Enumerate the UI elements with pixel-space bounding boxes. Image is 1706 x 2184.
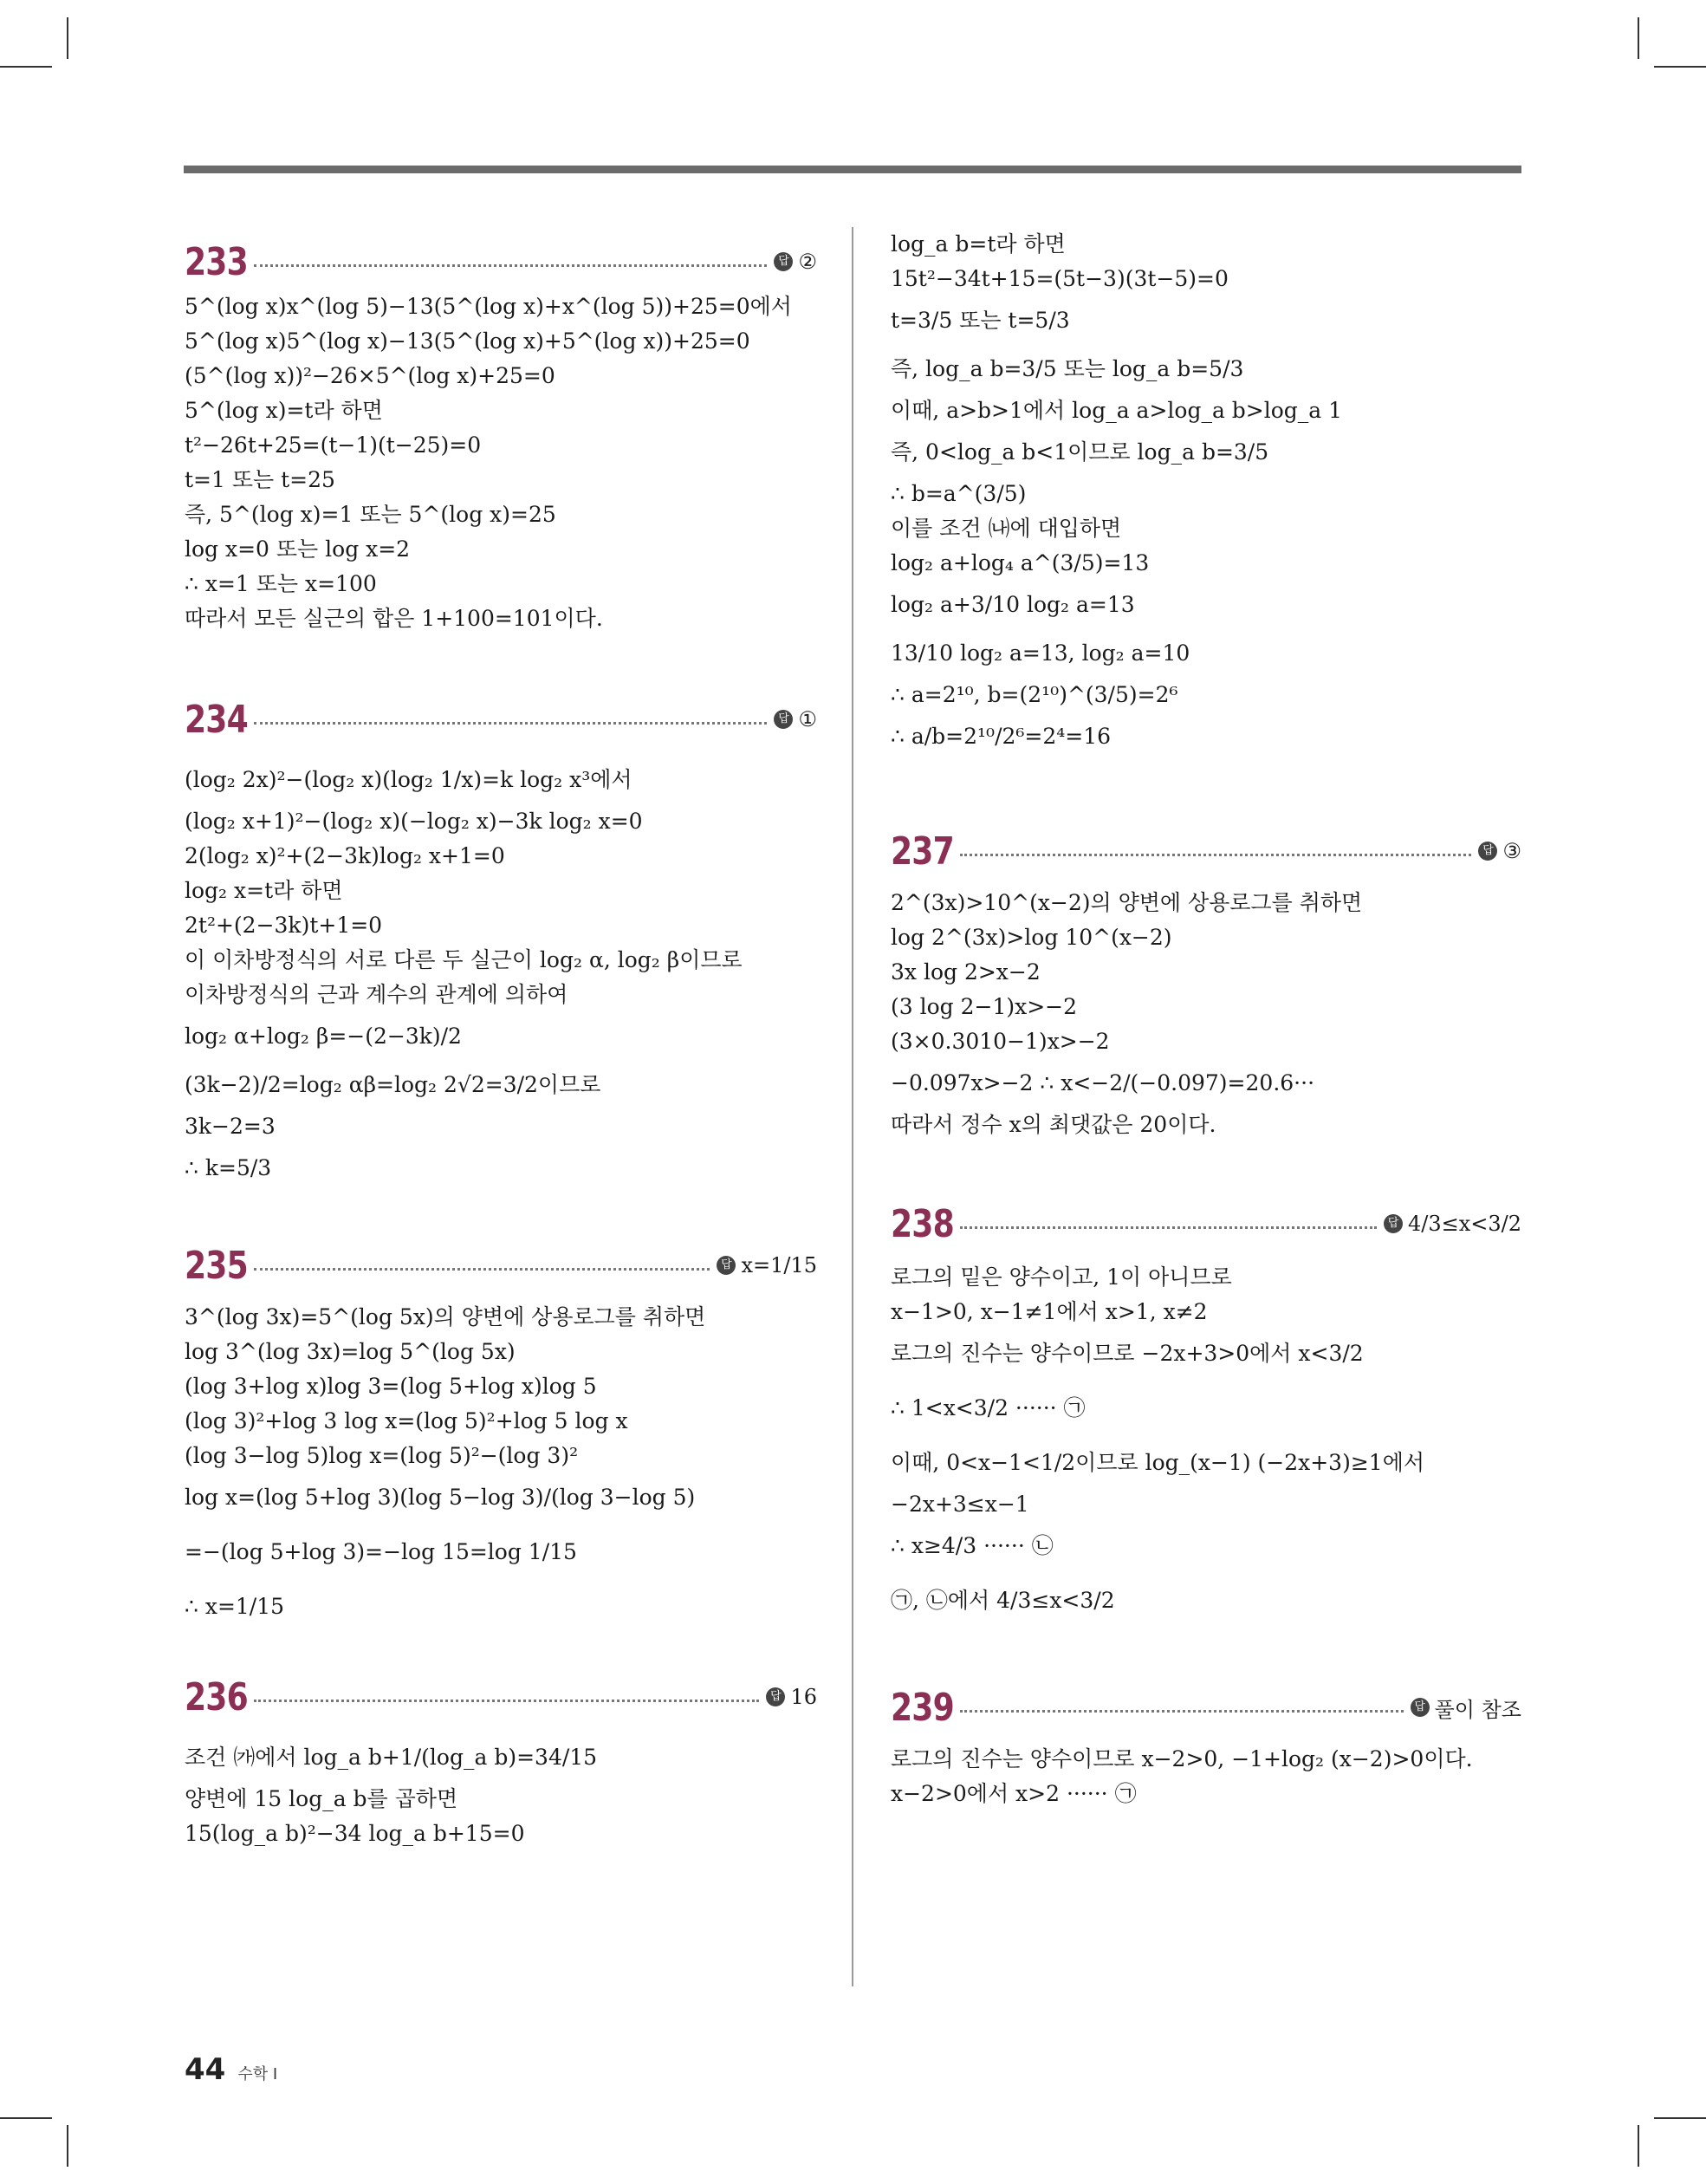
solution-line: t²−26t+25=(t−1)(t−25)=0 bbox=[185, 432, 482, 458]
answer-mark-icon: 답 bbox=[774, 252, 793, 271]
leader-dots bbox=[960, 1710, 1404, 1713]
crop-mark bbox=[0, 2117, 52, 2119]
problem-237-solution bbox=[891, 886, 1521, 1142]
solution-line: x−2>0에서 x>2 ······ ㉠ bbox=[891, 1781, 1137, 1806]
solution-line: (log 3)²+log 3 log x=(log 5)²+log 5 log x bbox=[185, 1408, 628, 1433]
solution-line: 5^(log x)5^(log x)−13(5^(log x)+5^(log x))+25=0 bbox=[185, 328, 750, 354]
header-rule bbox=[184, 166, 1521, 173]
answer-mark-icon: 답 bbox=[1411, 1698, 1430, 1717]
solution-line: ∴ a=2¹⁰, b=(2¹⁰)^(3/5)=2⁶ bbox=[891, 682, 1178, 707]
solution-line: log₂ a+log₄ a^(3/5)=13 bbox=[891, 550, 1150, 575]
solution-line: log_a b=t라 하면 bbox=[891, 231, 1066, 257]
answer-value: 16 bbox=[790, 1685, 817, 1709]
leader-dots bbox=[960, 854, 1471, 856]
leader-dots bbox=[254, 1268, 710, 1271]
problem-number: 235 bbox=[185, 1243, 248, 1288]
solution-line: −2x+3≤x−1 bbox=[891, 1492, 1029, 1517]
problem-233-header bbox=[185, 234, 817, 289]
solution-line: log₂ a+3/10 log₂ a=13 bbox=[891, 592, 1135, 617]
crop-mark bbox=[67, 2125, 68, 2167]
solution-line: ∴ a/b=2¹⁰/2⁶=2⁴=16 bbox=[891, 724, 1112, 749]
solution-line: log 3^(log 3x)=log 5^(log 5x) bbox=[185, 1339, 516, 1364]
answer-mark-icon: 답 bbox=[774, 710, 793, 729]
answer-badge bbox=[766, 1685, 817, 1709]
solution-line: log x=0 또는 log x=2 bbox=[185, 536, 411, 562]
solution-line: ∴ b=a^(3/5) bbox=[891, 481, 1027, 506]
solution-line: t=3/5 또는 t=5/3 bbox=[891, 308, 1070, 333]
crop-mark bbox=[1654, 2117, 1706, 2119]
leader-dots bbox=[254, 1700, 759, 1702]
solution-line: 3x log 2>x−2 bbox=[891, 959, 1041, 985]
problem-236-solution-continued bbox=[891, 227, 1521, 761]
column-divider bbox=[852, 227, 853, 1986]
answer-badge bbox=[774, 250, 817, 274]
problem-number: 238 bbox=[891, 1201, 954, 1246]
solution-line: ∴ x≥4/3 ······ ㉡ bbox=[891, 1533, 1054, 1558]
solution-line: log₂ x=t라 하면 bbox=[185, 878, 343, 903]
problem-236-solution bbox=[185, 1733, 817, 1851]
solution-line: (log 3−log 5)log x=(log 5)²−(log 3)² bbox=[185, 1443, 579, 1468]
solution-line: 이때, a>b>1에서 log_a a>log_a b>log_a 1 bbox=[891, 398, 1343, 423]
crop-mark bbox=[0, 66, 52, 68]
solution-line: 이때, 0<x−1<1/2이므로 log_(x−1) (−2x+3)≥1에서 bbox=[891, 1450, 1424, 1475]
solution-line: 이 이차방정식의 서로 다른 두 실근이 log₂ α, log₂ β이므로 bbox=[185, 947, 743, 972]
problem-234-solution bbox=[185, 756, 817, 1193]
answer-value: ② bbox=[798, 250, 817, 274]
solution-line: log 2^(3x)>log 10^(x−2) bbox=[891, 925, 1172, 950]
solution-line: (3k−2)/2=log₂ αβ=log₂ 2√2=3/2이므로 bbox=[185, 1072, 601, 1097]
solution-line: −0.097x>−2 ∴ x<−2/(−0.097)=20.6··· bbox=[891, 1070, 1315, 1095]
solution-line: (log₂ 2x)²−(log₂ x)(log₂ 1/x)=k log₂ x³에서 bbox=[185, 767, 632, 792]
answer-value: 풀이 참조 bbox=[1434, 1697, 1521, 1722]
answer-badge bbox=[1411, 1693, 1521, 1723]
solution-line: (log 3+log x)log 3=(log 5+log x)log 5 bbox=[185, 1374, 597, 1399]
left-column bbox=[185, 234, 817, 1851]
solution-line: ∴ x=1/15 bbox=[185, 1594, 285, 1619]
solution-line: 즉, log_a b=3/5 또는 log_a b=5/3 bbox=[891, 356, 1244, 381]
page-number: 44 bbox=[185, 2052, 226, 2087]
solution-line: ∴ x=1 또는 x=100 bbox=[185, 571, 377, 596]
problem-236-header bbox=[185, 1669, 817, 1725]
problem-235-header bbox=[185, 1238, 817, 1293]
problem-234-header bbox=[185, 692, 817, 747]
solution-line: ㉠, ㉡에서 4/3≤x<3/2 bbox=[891, 1588, 1115, 1613]
leader-dots bbox=[254, 264, 767, 267]
crop-mark bbox=[1638, 2125, 1639, 2167]
problem-number: 237 bbox=[891, 829, 954, 874]
solution-line: 따라서 모든 실근의 합은 1+100=101이다. bbox=[185, 606, 603, 631]
solution-line: 즉, 5^(log x)=1 또는 5^(log x)=25 bbox=[185, 502, 556, 527]
solution-line: 5^(log x)x^(log 5)−13(5^(log x)+x^(log 5))+25=0에서 bbox=[185, 294, 792, 319]
solution-line: 5^(log x)=t라 하면 bbox=[185, 398, 383, 423]
solution-line: 2^(3x)>10^(x−2)의 양변에 상용로그를 취하면 bbox=[891, 890, 1363, 915]
solution-line: t=1 또는 t=25 bbox=[185, 467, 335, 492]
solution-line: 2(log₂ x)²+(2−3k)log₂ x+1=0 bbox=[185, 843, 505, 868]
solution-line: 3k−2=3 bbox=[185, 1114, 276, 1139]
solution-line: 13/10 log₂ a=13, log₂ a=10 bbox=[891, 640, 1190, 666]
solution-line: 15t²−34t+15=(5t−3)(3t−5)=0 bbox=[891, 266, 1229, 291]
solution-line: (3×0.3010−1)x>−2 bbox=[891, 1029, 1110, 1054]
solution-line: x−1>0, x−1≠1에서 x>1, x≠2 bbox=[891, 1299, 1208, 1324]
answer-badge bbox=[717, 1253, 817, 1277]
crop-mark bbox=[1638, 17, 1639, 59]
solution-line: ∴ 1<x<3/2 ······ ㉠ bbox=[891, 1395, 1086, 1420]
right-column bbox=[891, 227, 1521, 1811]
solution-line: 로그의 진수는 양수이므로 x−2>0, −1+log₂ (x−2)>0이다. bbox=[891, 1746, 1473, 1771]
solution-line: 2t²+(2−3k)t+1=0 bbox=[185, 913, 383, 938]
solution-line: 3^(log 3x)=5^(log 5x)의 양변에 상용로그를 취하면 bbox=[185, 1304, 706, 1329]
solution-line: 15(log_a b)²−34 log_a b+15=0 bbox=[185, 1821, 525, 1846]
solution-line: =−(log 5+log 3)=−log 15=log 1/15 bbox=[185, 1539, 577, 1564]
solution-line: 양변에 15 log_a b를 곱하면 bbox=[185, 1786, 458, 1811]
solution-line: (3 log 2−1)x>−2 bbox=[891, 994, 1078, 1019]
answer-badge bbox=[1384, 1212, 1521, 1236]
solution-line: 조건 ㈎에서 log_a b+1/(log_a b)=34/15 bbox=[185, 1745, 598, 1770]
problem-number: 233 bbox=[185, 239, 248, 284]
problem-237-header bbox=[891, 823, 1521, 879]
solution-line: ∴ k=5/3 bbox=[185, 1155, 272, 1180]
answer-value: ③ bbox=[1502, 839, 1521, 863]
solution-line: log₂ α+log₂ β=−(2−3k)/2 bbox=[185, 1024, 462, 1049]
solution-line: 따라서 정수 x의 최댓값은 20이다. bbox=[891, 1112, 1216, 1137]
leader-dots bbox=[254, 722, 767, 725]
solution-line: (5^(log x))²−26×5^(log x)+25=0 bbox=[185, 363, 555, 388]
answer-mark-icon: 답 bbox=[1384, 1214, 1403, 1233]
answer-value: ① bbox=[798, 707, 817, 731]
problem-238-header bbox=[891, 1196, 1521, 1251]
answer-value: 4/3≤x<3/2 bbox=[1407, 1212, 1521, 1236]
problem-number: 234 bbox=[185, 697, 248, 742]
answer-mark-icon: 답 bbox=[717, 1256, 736, 1275]
solution-line: 즉, 0<log_a b<1이므로 log_a b=3/5 bbox=[891, 439, 1269, 465]
problem-number: 239 bbox=[891, 1685, 954, 1730]
answer-mark-icon: 답 bbox=[766, 1687, 785, 1706]
problem-number: 236 bbox=[185, 1674, 248, 1719]
leader-dots bbox=[960, 1226, 1377, 1229]
problem-233-solution bbox=[185, 289, 817, 636]
problem-239-header bbox=[891, 1680, 1521, 1735]
solution-line: 이차방정식의 근과 계수의 관계에 의하여 bbox=[185, 982, 568, 1007]
problem-239-solution bbox=[891, 1742, 1521, 1811]
solution-line: 로그의 밑은 양수이고, 1이 아니므로 bbox=[891, 1264, 1232, 1290]
answer-badge bbox=[1478, 839, 1521, 863]
problem-235-solution bbox=[185, 1300, 817, 1631]
answer-mark-icon: 답 bbox=[1478, 842, 1497, 861]
solution-line: (log₂ x+1)²−(log₂ x)(−log₂ x)−3k log₂ x=0 bbox=[185, 809, 643, 834]
solution-line: 이를 조건 ㈏에 대입하면 bbox=[891, 516, 1122, 541]
book-title: 수학 I bbox=[237, 2065, 278, 2083]
crop-mark bbox=[1654, 66, 1706, 68]
answer-value: x=1/15 bbox=[741, 1253, 817, 1277]
crop-mark bbox=[67, 17, 68, 59]
solution-line: 로그의 진수는 양수이므로 −2x+3>0에서 x<3/2 bbox=[891, 1341, 1364, 1366]
answer-badge bbox=[774, 707, 817, 731]
page-footer bbox=[185, 2052, 277, 2087]
solution-line: log x=(log 5+log 3)(log 5−log 3)/(log 3−log 5) bbox=[185, 1485, 696, 1510]
problem-238-solution bbox=[891, 1260, 1521, 1631]
